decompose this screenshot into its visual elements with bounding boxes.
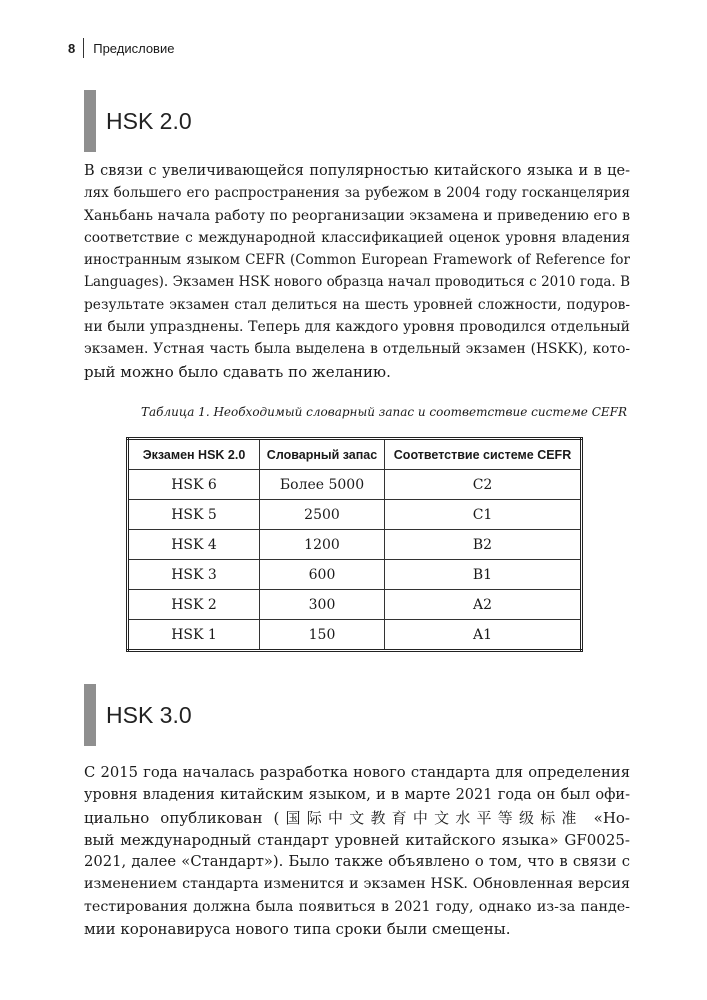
text-line: иностранным языком CEFR (Common European Framework of Reference for bbox=[84, 252, 630, 269]
text-line: 2021, далее «Стандарт»). Было также объявлено о том, что в связи с bbox=[84, 853, 630, 871]
text-line: циально опубликован (国际中文教育中文水平等级标准 «Но- bbox=[84, 808, 630, 827]
heading-bar bbox=[84, 684, 96, 746]
text-line: мии коронавируса нового типа сроки были смещены. bbox=[84, 920, 511, 939]
column-header: Экзамен HSK 2.0 bbox=[128, 439, 260, 470]
table-row bbox=[128, 500, 582, 530]
section-heading-hsk3 bbox=[84, 684, 192, 746]
table-cell: HSK 4 bbox=[128, 530, 260, 560]
table-row bbox=[128, 530, 582, 560]
paragraph-hsk2 bbox=[84, 160, 630, 383]
table-cell: A1 bbox=[385, 620, 582, 651]
table-cell: Более 5000 bbox=[260, 470, 385, 500]
text-line: изменением стандарта изменится и экзамен HSK. Обновленная версия bbox=[84, 876, 630, 893]
column-header: Соответствие системе CEFR bbox=[385, 439, 582, 470]
table-cell: B2 bbox=[385, 530, 582, 560]
text-line: С 2015 года началась разработка нового стандарта для определения bbox=[84, 764, 630, 781]
running-header bbox=[68, 36, 174, 60]
text-line: лях большего его распространения за рубежом в 2004 году госканцелярия bbox=[84, 185, 630, 202]
text-line: уровня владения китайским языком, и в марте 2021 года он был офи- bbox=[84, 787, 630, 804]
table-cell: 600 bbox=[260, 560, 385, 590]
text-line: вый международный стандарт уровней китайского языка» GF0025- bbox=[84, 830, 630, 849]
text-line: экзамен. Устная часть была выделена в отдельный экзамен (HSKK), кото- bbox=[84, 341, 630, 358]
table-cell: C2 bbox=[385, 470, 582, 500]
text-line: Ханьбань начала работу по реорганизации экзамена и приведению его в bbox=[84, 207, 630, 224]
chapter-title: Предисловие bbox=[93, 40, 175, 56]
table-cell: B1 bbox=[385, 560, 582, 590]
table-header-row bbox=[128, 439, 582, 470]
header-divider bbox=[83, 38, 84, 58]
table-cell: 1200 bbox=[260, 530, 385, 560]
section-title: HSK 2.0 bbox=[106, 107, 192, 134]
text-line: рый можно было сдавать по желанию. bbox=[84, 362, 391, 381]
section-heading-hsk2 bbox=[84, 90, 192, 152]
text-line: результате экзамен стал делиться на шесть уровней сложности, подуров- bbox=[84, 296, 630, 313]
table-row bbox=[128, 560, 582, 590]
table-cell: HSK 5 bbox=[128, 500, 260, 530]
heading-bar bbox=[84, 90, 96, 152]
section-title: HSK 3.0 bbox=[106, 701, 192, 728]
table-cell: HSK 3 bbox=[128, 560, 260, 590]
table-row bbox=[128, 620, 582, 651]
table-cell: HSK 1 bbox=[128, 620, 260, 651]
table-row bbox=[128, 470, 582, 500]
vocabulary-table bbox=[126, 437, 583, 652]
text-line: Languages). Экзамен HSK нового образца начал проводиться с 2010 года. В bbox=[84, 274, 630, 291]
page-number: 8 bbox=[68, 40, 76, 56]
table-cell: HSK 6 bbox=[128, 470, 260, 500]
paragraph-hsk3 bbox=[84, 762, 630, 940]
table-cell: 300 bbox=[260, 590, 385, 620]
text-line: В связи с увеличивающейся популярностью китайского языка и в це- bbox=[84, 163, 630, 179]
table-row bbox=[128, 590, 582, 620]
text-line: ни были упразднены. Теперь для каждого уровня проводился отдельный bbox=[84, 319, 630, 336]
text-line: соответствие с международной классификацией оценок уровня владения bbox=[84, 229, 630, 246]
table-caption: Таблица 1. Необходимый словарный запас и соответствие системе CEFR bbox=[140, 405, 627, 419]
table-cell: HSK 2 bbox=[128, 590, 260, 620]
table-cell: A2 bbox=[385, 590, 582, 620]
column-header: Словарный запас bbox=[260, 439, 385, 470]
table-cell: 150 bbox=[260, 620, 385, 651]
table-cell: 2500 bbox=[260, 500, 385, 530]
table-cell: C1 bbox=[385, 500, 582, 530]
text-line: тестирования должна была появиться в 2021 году, однако из-за панде- bbox=[84, 898, 630, 915]
